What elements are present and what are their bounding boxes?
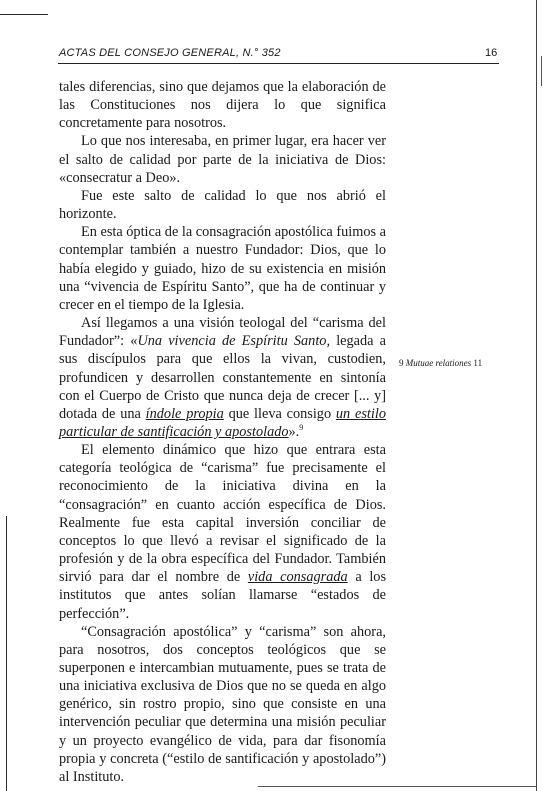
- paragraph-4: En esta óptica de la consagración apostólica fuimos a contemplar también a nuestro Fundador: Dios, que lo había elegido y guiado, hizo de su existencia en misión una “vivencia de Espíritu Santo”, que ha de continuar y crecer en el tiempo de la Iglesia.: [59, 224, 386, 313]
- paragraph-6: [59, 441, 386, 623]
- scan-edge-right: [536, 0, 537, 791]
- p6-text-c: a los institutos que antes solían llamarse “estados de perfección”.: [59, 569, 387, 622]
- header-rule: [58, 63, 499, 64]
- margin-note-ref: 11: [473, 358, 483, 368]
- paragraph-1: tales diferencias, sino que dejamos que la elaboración de las Constituciones nos dijera lo que significa concretamente para nosotros.: [59, 79, 386, 132]
- p5-text-c: legada a sus discípulos para que ellos la vivan, custodien, profundicen y desarrollen constantemente en sintonía con el Cuerpo de Cristo que nunca deja de crecer [... y] dotada de una: [59, 333, 386, 422]
- page-number: 16: [485, 47, 498, 59]
- p5-underlined-indole: índole propia: [145, 405, 224, 422]
- paragraph-2: Lo que nos interesaba, en primer lugar, era hacer ver el salto de calidad por parte de la iniciativa de Dios: «consecratur a Deo».: [59, 133, 386, 186]
- paragraph-3: Fue este salto de calidad lo que nos abrió el horizonte.: [59, 187, 386, 223]
- running-header-title: ACTAS DEL CONSEJO GENERAL, N.° 352: [59, 47, 281, 59]
- margin-note: [399, 358, 482, 368]
- scan-edge-bottom: [258, 786, 536, 787]
- p5-text-a: Así llegamos a una visión teologal del “carisma del Fundador”: «: [59, 315, 386, 350]
- scan-edge-right-mark: [541, 56, 542, 86]
- p5-text-g: ».: [288, 423, 300, 440]
- margin-note-number: 9: [399, 358, 404, 368]
- p5-italic-quote: Una vivencia de Espíritu Santo,: [137, 333, 331, 350]
- margin-note-title: Mutuae relationes: [405, 358, 472, 368]
- p5-underlined-estilo: un estilo particular de santificación y apostolado: [59, 405, 386, 440]
- scan-edge-top-left: [0, 14, 48, 15]
- p6-underlined-vida-consagrada: vida consagrada: [247, 569, 348, 586]
- footnote-ref-9: 9: [299, 423, 304, 433]
- body-text: [59, 78, 386, 786]
- scan-edge-left-bottom: [6, 516, 7, 791]
- p6-text-a: El elemento dinámico que hizo que entrara esta categoría teológica de “carisma” fue precisamente el reconocimiento de la iniciativa divina en la “consagración” en cuanto acción específica de Dios. Realmente fue esta capital inversión conciliar de conceptos lo que llevó a revisar el significado de la profesión y de la obra específica del Fundador. También sirvió para dar el nombre de: [59, 442, 386, 586]
- paragraph-5: [59, 314, 386, 441]
- p5-text-e: que lleva consigo: [223, 405, 336, 422]
- paragraph-7: “Consagración apostólica” y “carisma” son ahora, para nosotros, dos conceptos teológicos que se superponen e intercambian mutuamente, pues se trata de una iniciativa exclusiva de Dios que no se queda en algo genérico, sin rostro propio, sino que consiste en una intervención peculiar que determina una misión peculiar y un proyecto evangélico de vida, para dar fisonomía propia y concreta (“estilo de santificación y apostolado”) al Instituto.: [59, 623, 386, 785]
